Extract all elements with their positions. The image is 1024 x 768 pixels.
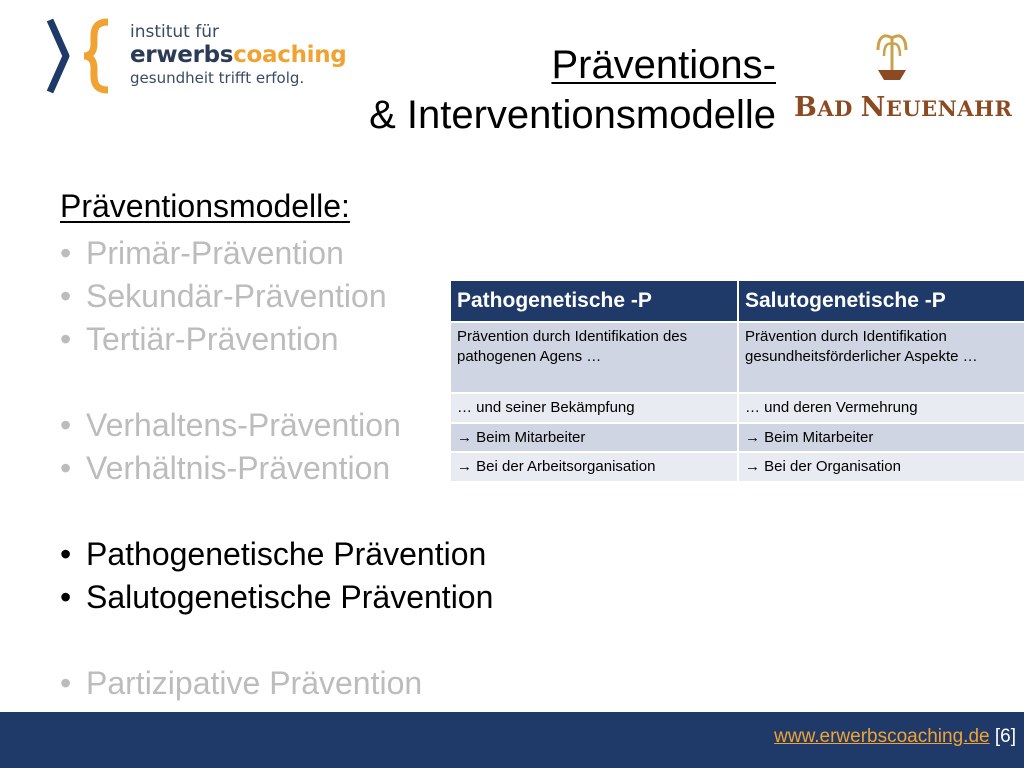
table-cell bbox=[738, 423, 1024, 453]
comparison-table bbox=[451, 281, 1024, 481]
bullet-text: Pathogenetische Prävention bbox=[86, 536, 487, 572]
cell-text: Beim Mitarbeiter bbox=[760, 428, 874, 446]
bullet-spacer bbox=[60, 490, 493, 533]
arrow-right-icon: → bbox=[457, 458, 472, 475]
table-cell: … und deren Vermehrung bbox=[738, 393, 1024, 423]
bullet-item bbox=[60, 404, 493, 447]
brackets-logo-icon bbox=[44, 16, 128, 98]
page-number: [6] bbox=[989, 726, 1016, 747]
table-cell: Prävention durch Identifikation gesundheitsförderlicher Aspekte … bbox=[738, 322, 1024, 393]
table-cell bbox=[451, 452, 738, 481]
bn-b: B bbox=[794, 92, 818, 123]
bullet-glyph: • bbox=[60, 407, 72, 443]
bullet-item bbox=[60, 662, 493, 705]
section-heading: Präventionsmodelle: bbox=[60, 188, 350, 224]
bullet-glyph: • bbox=[60, 450, 72, 486]
bullet-text: Tertiär-Prävention bbox=[86, 321, 339, 357]
table-header-row bbox=[451, 281, 1024, 322]
table-cell bbox=[451, 423, 738, 453]
logo-line-2a: erwerbs bbox=[130, 42, 234, 68]
bullet-item bbox=[60, 318, 493, 361]
bullet-glyph: • bbox=[60, 321, 72, 357]
logo-line-2b: coaching bbox=[233, 42, 347, 68]
logo-line-1: institut für bbox=[130, 22, 220, 42]
slide-title bbox=[369, 40, 776, 140]
arrow-right-icon: → bbox=[745, 428, 760, 446]
bn-n: N bbox=[860, 92, 886, 123]
table-cell bbox=[738, 452, 1024, 481]
arrow-right-icon: → bbox=[745, 458, 760, 475]
bullet-spacer bbox=[60, 361, 493, 404]
bullet-glyph: • bbox=[60, 579, 72, 615]
title-line-2: & Interventionsmodelle bbox=[369, 93, 776, 137]
bullet-glyph: • bbox=[60, 278, 72, 314]
table-row bbox=[451, 452, 1024, 481]
bullet-text: Primär-Prävention bbox=[86, 235, 344, 271]
logo-line-2 bbox=[130, 44, 346, 67]
bullet-item bbox=[60, 275, 493, 318]
bullet-glyph: • bbox=[60, 235, 72, 271]
table-cell: … und seiner Bekämpfung bbox=[451, 393, 738, 423]
bullet-item bbox=[60, 232, 493, 275]
bullet-glyph: • bbox=[60, 536, 72, 572]
bullet-text: Salutogenetische Prävention bbox=[86, 579, 494, 615]
header-salutogenetisch: Salutogenetische -P bbox=[738, 281, 1024, 322]
title-line-1: Präventions- bbox=[551, 43, 776, 87]
bullet-item bbox=[60, 533, 493, 576]
bullet-glyph: • bbox=[60, 665, 72, 701]
table-row bbox=[451, 423, 1024, 453]
bullet-text: Sekundär-Prävention bbox=[86, 278, 387, 314]
table-cell: Prävention durch Identifikation des pathogenen Agens … bbox=[451, 322, 738, 393]
website-link[interactable]: www.erwerbscoaching.de bbox=[774, 726, 990, 747]
bullet-list bbox=[60, 232, 493, 705]
content-area bbox=[60, 188, 493, 705]
cell-text: Bei der Organisation bbox=[760, 458, 901, 475]
bn-euenahr: EUENAHR bbox=[885, 96, 1013, 121]
erwerbscoaching-logo bbox=[44, 16, 347, 98]
bullet-item bbox=[60, 447, 493, 490]
table-row bbox=[451, 322, 1024, 393]
bullet-text: Partizipative Prävention bbox=[86, 665, 423, 701]
bullet-spacer bbox=[60, 619, 493, 662]
fountain-icon bbox=[870, 26, 914, 84]
bad-neuenahr-logo bbox=[792, 26, 1013, 126]
footer-bar bbox=[0, 712, 1024, 768]
arrow-right-icon: → bbox=[457, 428, 472, 446]
bullet-item bbox=[60, 576, 493, 619]
bad-neuenahr-text bbox=[794, 92, 1012, 123]
table-row bbox=[451, 393, 1024, 423]
bullet-text: Verhaltens-Prävention bbox=[86, 407, 401, 443]
logo-line-3: gesundheit trifft erfolg. bbox=[130, 69, 305, 87]
cell-text: Bei der Arbeitsorganisation bbox=[472, 458, 656, 475]
bn-ad: AD bbox=[817, 96, 861, 121]
bullet-text: Verhältnis-Prävention bbox=[86, 450, 391, 486]
footer-text bbox=[774, 726, 1016, 748]
header-pathogenetisch: Pathogenetische -P bbox=[451, 281, 738, 322]
cell-text: Beim Mitarbeiter bbox=[472, 428, 586, 446]
